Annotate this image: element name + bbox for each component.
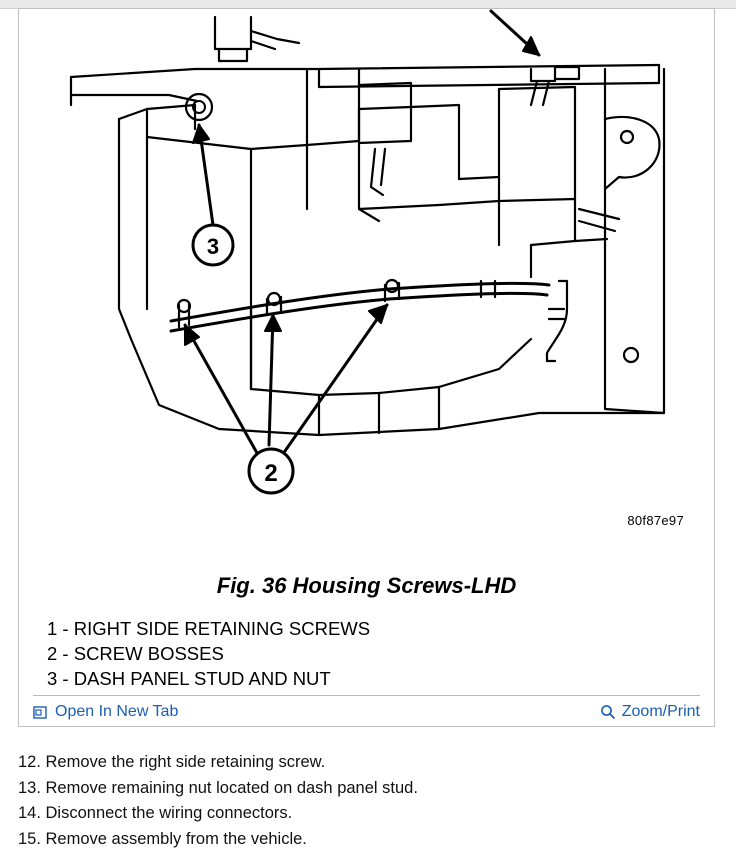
callout-3-label: 3 <box>206 234 220 259</box>
zoom-print-button[interactable] <box>600 703 700 721</box>
legend-item: 2 - SCREW BOSSES <box>47 643 224 664</box>
procedure-steps <box>18 750 718 852</box>
figure-panel <box>18 8 715 727</box>
step-item: 14. Disconnect the wiring connectors. <box>18 804 293 822</box>
callout-2-label: 2 <box>264 460 278 487</box>
figure-divider <box>33 695 700 696</box>
new-tab-icon <box>33 705 48 720</box>
figure-legend <box>47 616 687 691</box>
hvac-housing-diagram <box>19 9 714 549</box>
magnifier-icon <box>600 704 616 720</box>
step-item: 13. Remove remaining nut located on dash panel stud. <box>18 778 418 797</box>
step-item: 15. Remove assembly from the vehicle. <box>18 829 307 848</box>
legend-item: 3 - DASH PANEL STUD AND NUT <box>47 668 331 689</box>
diagram-code: 80f87e97 <box>627 513 684 528</box>
figure-footer <box>19 703 714 727</box>
open-in-new-tab-button[interactable] <box>33 703 178 721</box>
figure-title: Fig. 36 Housing Screws-LHD <box>216 573 517 598</box>
legend-item: 1 - RIGHT SIDE RETAINING SCREWS <box>47 618 371 639</box>
zoom-print-label: Zoom/Print <box>621 703 700 720</box>
open-in-new-tab-label: Open In New Tab <box>55 703 179 720</box>
step-item: 12. Remove the right side retaining screw. <box>18 753 326 771</box>
